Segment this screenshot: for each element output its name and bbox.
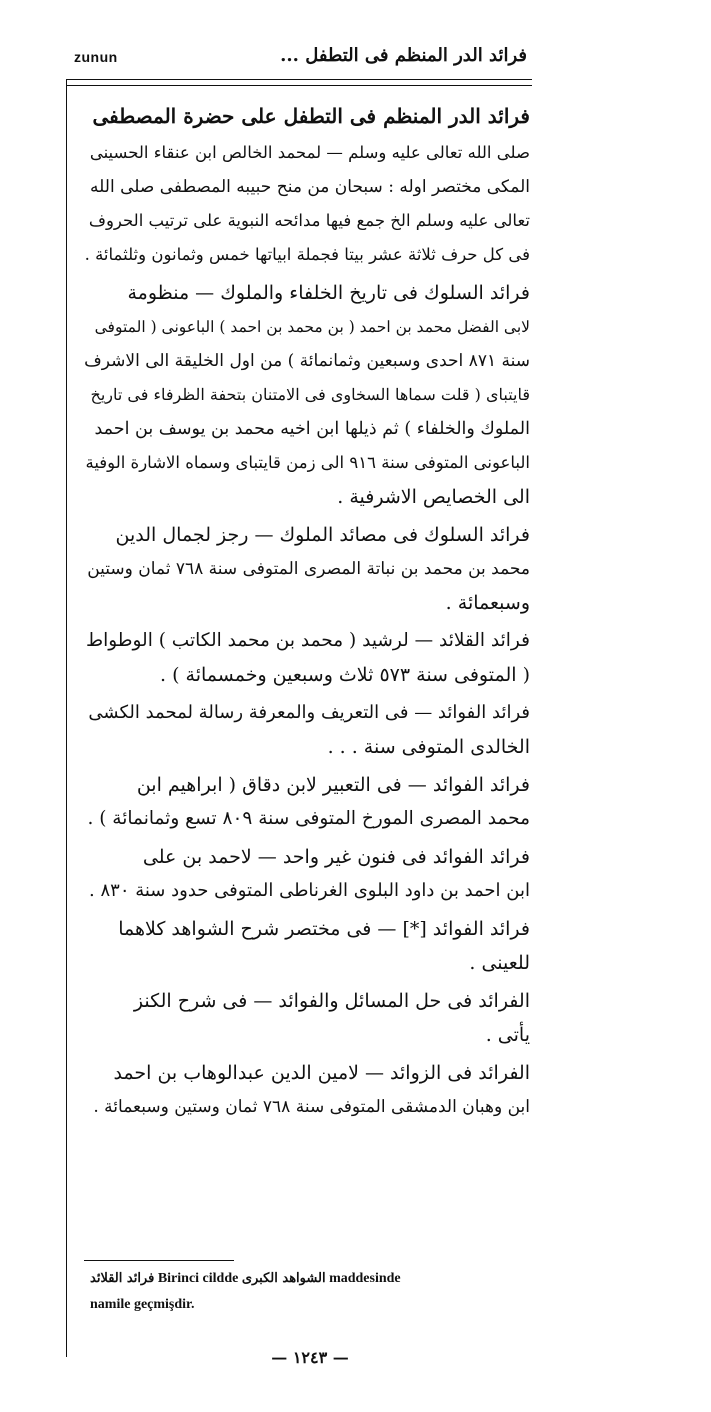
- footnote-text-1: Birinci cildde: [157, 1271, 239, 1286]
- entry-line: الباعونى المتوفى سنة ٩١٦ الى زمن قايتباى وسماه الاشارة الوفية: [85, 453, 530, 472]
- entries-column: [84, 96, 530, 1128]
- page-number: — ١٢٤٣ —: [271, 1348, 349, 1367]
- entry-line: فى كل حرف ثلاثة عشر بيتا فجملة ابياتها خمس وثمانون وثلثمائة .: [84, 245, 530, 264]
- running-head-left: zunun: [74, 49, 118, 65]
- footnote-arabic-term-2: الشواهد الكبرى: [241, 1271, 326, 1286]
- entry: [84, 840, 530, 908]
- entry-headline: الفرائد فى الزوائد — لامين الدين عبدالوهاب بن احمد: [113, 1062, 530, 1084]
- entry-line: الخالدى المتوفى سنة . . .: [327, 736, 530, 758]
- entry-headline: فرائد الدر المنظم فى التطفل على حضرة المصطفى: [92, 104, 530, 128]
- column-rule: [66, 79, 67, 1357]
- entry-line: صلى الله تعالى عليه وسلم — لمحمد الخالص ابن عنقاء الحسينى: [89, 143, 530, 162]
- entry: [84, 912, 530, 980]
- entry-line: محمد المصرى المورخ المتوفى سنة ٨٠٩ تسع وثمانمائة ) .: [87, 808, 530, 829]
- entry-line: ابن وهبان الدمشقى المتوفى سنة ٧٦٨ ثمان وستين وسبعمائة .: [93, 1097, 530, 1117]
- entry: [84, 984, 530, 1052]
- entry-headline: فرائد القلائد — لرشيد ( محمد بن محمد الكاتب ) الوطواط: [85, 630, 530, 651]
- entry: [84, 96, 530, 272]
- entry: [84, 624, 530, 692]
- entry-line: ( المتوفى سنة ٥٧٣ ثلاث وسبعين وخمسمائة ) .: [160, 664, 530, 686]
- entry-line: المكى مختصر اوله : سبحان من منح حبيبه المصطفى صلى الله: [90, 177, 530, 197]
- entry-line: يأتى .: [485, 1024, 530, 1046]
- entry-line: محمد بن محمد بن نباتة المصرى المتوفى سنة ٧٦٨ ثمان وستين: [87, 559, 530, 579]
- footnote: [90, 1266, 535, 1318]
- footnote-text-3: namile geçmişdir.: [90, 1297, 195, 1312]
- entry: [84, 276, 530, 514]
- entry-headline: فرائد الفوائد — فى التعريف والمعرفة رسالة لمحمد الكشى: [88, 702, 530, 723]
- entry-line: لابى الفضل محمد بن احمد ( بن محمد بن احمد ) الباعونى ( المتوفى: [94, 318, 530, 336]
- entry-headline: فرائد الفوائد [*] — فى مختصر شرح الشواهد كلاهما: [118, 918, 530, 940]
- entry: [84, 768, 530, 836]
- entry-line: للعينى .: [469, 952, 530, 974]
- entry-headline: فرائد الفوائد فى فنون غير واحد — لاحمد بن على: [142, 846, 530, 868]
- entry-line: الملوك والخلفاء ) ثم ذيلها ابن اخيه محمد بن يوسف بن احمد: [94, 419, 530, 439]
- entry-line: الى الخصايص الاشرفية .: [337, 486, 530, 508]
- footnote-arabic-term: فرائد القلائد: [90, 1271, 155, 1286]
- header-rule-bottom: [66, 85, 532, 86]
- entry-line: سنة ٨٧١ احدى وسبعين وثمانمائة ) من اول الخليقة الى الاشرف: [84, 351, 530, 371]
- entry-headline: الفرائد فى حل المسائل والفوائد — فى شرح الكنز: [133, 990, 530, 1012]
- entry-headline: فرائد الفوائد — فى التعبير لابن دقاق ( ابراهيم ابن: [136, 774, 530, 796]
- entry: [84, 518, 530, 620]
- entry: [84, 1056, 530, 1124]
- entry-line: وسبعمائة .: [445, 592, 530, 614]
- footnote-text-2: maddesinde: [329, 1271, 401, 1286]
- footnote-rule: [84, 1260, 234, 1261]
- header-rule-top: [66, 79, 532, 80]
- entry-line: ابن احمد بن داود البلوى الغرناطى المتوفى حدود سنة ٨٣٠ .: [89, 880, 530, 901]
- entry: [84, 696, 530, 764]
- entry-line: قايتباى ( قلت سماها السخاوى فى الامتنان بتحفة الظرفاء فى تاريخ: [90, 385, 530, 404]
- entry-line: تعالى عليه وسلم الخ جمع فيها مدائحه النبوية على ترتيب الحروف: [88, 211, 530, 230]
- entry-headline: فرائد السلوك فى تاريخ الخلفاء والملوك — منظومة: [127, 282, 530, 304]
- entry-headline: فرائد السلوك فى مصائد الملوك — رجز لجمال الدين: [115, 524, 530, 546]
- running-head-right: فرائد الدر المنظم فى التطفل ...: [280, 45, 527, 66]
